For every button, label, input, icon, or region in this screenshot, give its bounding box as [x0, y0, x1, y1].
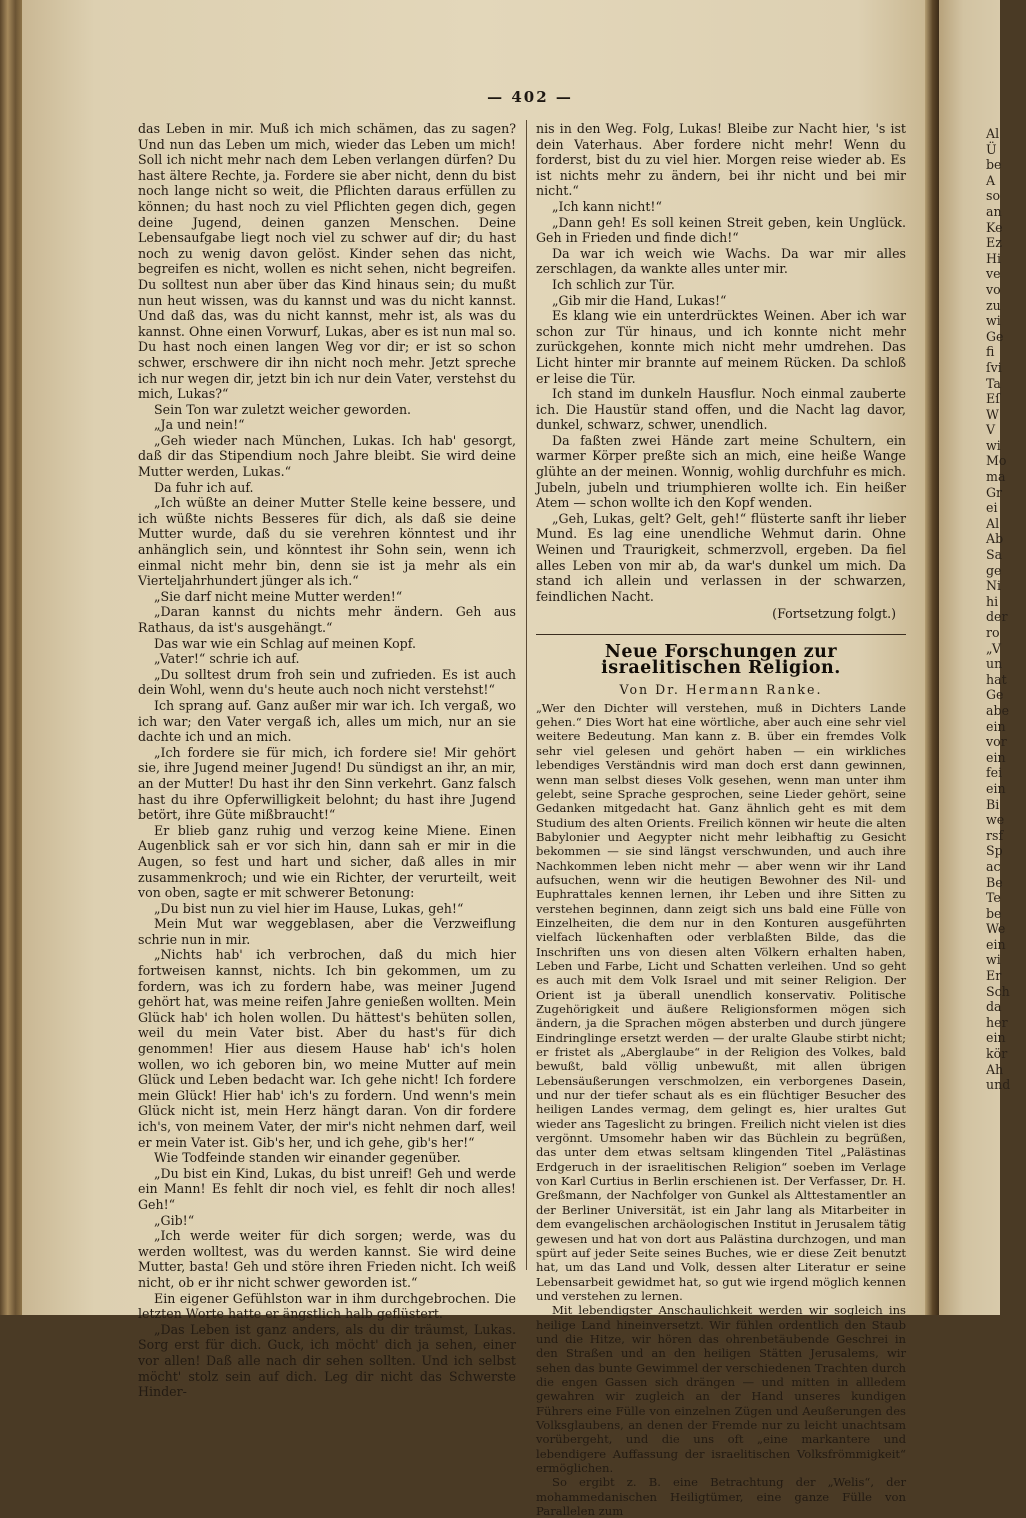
next-page-fragment: da [986, 999, 1002, 1015]
next-page-edge [939, 0, 1011, 1315]
story-paragraph: Da fuhr ich auf. [154, 479, 254, 495]
next-page-fragment: ein [986, 749, 1006, 765]
next-page-fragment: und [986, 1077, 1011, 1093]
next-page-fragment: Ez [986, 235, 1002, 251]
next-page-fragment: Ni [986, 578, 1002, 594]
next-page-fragment: hi [986, 593, 999, 609]
next-page-fragment: rsf [986, 827, 1004, 843]
next-page-fragment: ma [986, 469, 1006, 485]
next-page-fragment: Al [986, 126, 1000, 141]
story-paragraph: „Ich wüßte an deiner Mutter Stelle keine bessere, und ich wüßte nichts Besseres für dich, als daß sie deine Mutter wurde, daß du sie verehren könntest und ihr anhänglich sein, und könntest ihr Sohn sein, wenn ich einmal nicht mehr bin, denn sie ist ja mehr als ein Vierteljahrhundert jünger als ich.“ [138, 495, 516, 589]
next-page-fragment: Ab [986, 531, 1004, 547]
story-paragraph: „Geh wieder nach München, Lukas. Ich hab' gesorgt, daß dir das Stipendium noch Jahre bleibt. Sie wird deine Mutter werden, Lukas.“ [138, 432, 516, 480]
story-paragraph: „Gib mir die Hand, Lukas!“ [552, 292, 727, 308]
story-paragraph: „Du bist ein Kind, Lukas, du bist unreif! Geh und werde ein Mann! Es fehlt dir noch viel, es fehlt dir noch alles! Geh!“ [138, 1165, 516, 1212]
story-paragraph: „Du bist nun zu viel hier im Hause, Lukas, geh!“ [154, 900, 464, 916]
next-page-fragment: ein [986, 718, 1006, 734]
story-paragraph: nis in den Weg. Folg, Lukas! Bleibe zur Nacht hier, 's ist dein Vaterhaus. Aber fordere nicht mehr! Wenn du forderst, bist du zu viel hier. Morgen reise wieder ab. Es ist nichts mehr zu ändern, bei ihr nicht und bei mir nicht.“ [536, 121, 906, 199]
article-paragraph: So ergibt z. B. eine Betrachtung der „Welis“, der mohammedanischen Heiligtümer, eine ganze Fülle von Parallelen zum [536, 1475, 906, 1518]
next-page-fragment: fi [986, 344, 995, 360]
next-page-fragment: ei [986, 500, 998, 516]
next-page-fragment: V [986, 422, 996, 438]
next-page-fragment: A [986, 172, 996, 188]
next-page-fragment: Er [986, 968, 1002, 984]
story-paragraph: „Nichts hab' ich verbrochen, daß du mich hier fortweisen kannst, nichts. Ich bin gekommen, um zu fordern, was ich zu fordern habe, was meiner Jugend gehört hat, was meine reifen Jahre genießen wollten. Mein Glück hab' ich holen wollen. Du hättest's behüten sollen, weil du mein Vater bist. Aber du hast's für dich genommen! Hier aus diesem Hause hab' ich's holen wollen, wo ich geboren bin, wo meine Mutter auf mein Glück und Leben bedacht war. Ich gehe nicht! Ich fordere mein Glück! Hier hab' ich's zu fordern. Und wenn's mein Glück nicht ist, mein Herz hängt daran. Von dir fordere ich's, von meinem Vater, der mir's nicht nehmen darf, weil er mein Vater ist. Gib's her, und ich gehe, gib's her!“ [138, 947, 516, 1150]
next-page-fragment: ac [986, 858, 1001, 874]
next-page-fragment: vor [986, 734, 1007, 750]
next-page-fragment: Mo [986, 453, 1007, 469]
right-column [536, 121, 906, 1518]
story-paragraph: „Du solltest drum froh sein und zufrieden. Es ist auch dein Wohl, wenn du's heute auch noch nicht verstehst!“ [138, 666, 516, 698]
book-edge [0, 0, 22, 1315]
story-paragraph: „Vater!“ schrie ich auf. [154, 651, 300, 667]
next-page-fragment: Ke [986, 219, 1003, 235]
next-page-fragment: Sch [986, 983, 1010, 999]
next-page-fragment: we [986, 812, 1005, 828]
next-page-fragment: Sa [986, 547, 1003, 563]
next-page-fragment: Ge [986, 687, 1004, 703]
next-page-fragment: so [986, 188, 1001, 204]
story-paragraph: „Ich werde weiter für dich sorgen; werde, was du werden wolltest, was du werden kannst. Sie wird deine Mutter, basta! Geh und störe ihren Frieden nicht. Ich weiß nicht, ob er ihr nicht schwer geworden ist.“ [138, 1228, 516, 1290]
story-paragraph: Mein Mut war weggeblasen, aber die Verzweiflung schrie nun in mir. [138, 916, 516, 947]
story-paragraph: Sein Ton war zuletzt weicher geworden. [154, 401, 412, 417]
story-paragraph: Das war wie ein Schlag auf meinen Kopf. [154, 635, 416, 651]
next-page-fragment: her [986, 1014, 1008, 1030]
next-page-fragment: We [986, 921, 1006, 937]
next-page-fragment: wi [986, 437, 1001, 453]
next-page-fragment: Ta [986, 375, 1001, 391]
next-page-fragment: fei [986, 765, 1003, 781]
page-number: — 402 — [487, 88, 573, 106]
next-page-fragment: ro [986, 625, 1000, 640]
next-page-fragment: hat [986, 671, 1007, 687]
column-divider [526, 120, 527, 1270]
book-gutter [925, 0, 939, 1315]
next-page-fragment: Ah [986, 1061, 1004, 1077]
next-page-fragment: kör [986, 1046, 1008, 1062]
story-paragraph: „Geh, Lukas, gelt? Gelt, geh!“ flüsterte sanft ihr lieber Mund. Es lag eine unendliche Wehmut darin. Ohne Weinen und Traurigkeit, schmerzvoll, ergeben. Da fiel alles Leben von mir ab, da war's dunkel um mich. Da stand ich allein und verlassen in der schwarzen, feindlichen Nacht. [536, 510, 906, 604]
article-body [536, 701, 906, 1518]
article-title: Neue Forschungen zur israelitischen Religion. [601, 642, 841, 678]
story-paragraph: Wie Todfeinde standen wir einander gegenüber. [154, 1150, 461, 1166]
story-paragraph: „Sie darf nicht meine Mutter werden!“ [154, 588, 403, 604]
next-page-fragment: ve [986, 266, 1001, 282]
next-page-fragment: der [986, 609, 1008, 625]
next-page-fragment: Al [986, 515, 1000, 531]
next-page-fragment: an [986, 203, 1002, 219]
next-page-fragment: ge [986, 562, 1002, 578]
story-paragraph: „Dann geh! Es soll keinen Streit geben, kein Unglück. Geh in Frieden und finde dich!“ [536, 214, 906, 246]
next-page-fragment: zu [986, 297, 1001, 313]
story-paragraph: Ich stand im dunkeln Hausflur. Noch einmal zauberte ich. Die Haustür stand offen, und die Nacht lag davor, dunkel, schwarz, schwer, unendlich. [536, 386, 906, 433]
next-page-fragment: Bi [986, 796, 1000, 812]
next-page-fragment: vo [986, 281, 1001, 297]
next-page-fragment: ein [986, 936, 1006, 952]
next-page-fragment: ſvi [986, 359, 1002, 375]
next-page-fragments [986, 126, 1026, 1093]
continuation-note: (Fortsetzung folgt.) [772, 606, 896, 622]
story-paragraph: Ich sprang auf. Ganz außer mir war ich. Ich vergaß, wo ich war; den Vater vergaß ich, alles um mich, nur an sie dachte ich und an mich. [138, 697, 516, 745]
next-page-fragment: ein [986, 1030, 1006, 1046]
next-page-fragment: Eſ [986, 391, 1000, 407]
section-rule [536, 634, 906, 635]
story-paragraph: das Leben in mir. Muß ich mich schämen, das zu sagen? Und nun das Leben um mich, wieder das Leben um mich! Soll ich nicht mehr nach dem Leben verlangen dürfen? Du hast ältere Rechte, ja. Fordere sie aber nicht, denn du bist noch lange nicht so weit, die Pflichten daraus erfüllen zu können; du hast noch zu viel Pflichten gegen dich, gegen deine Jugend, deinen ganzen Menschen. Deine Lebensaufgabe liegt noch viel zu schwer auf dir; du hast noch zu wenig davon gelöst. Kinder sehen das nicht, begreifen es nicht, wollen es nicht sehen, nicht begreifen. Du solltest nun aber über das Kind hinaus sein; du mußt nun heut wissen, was du kannst und was du nicht kannst. Und daß das, was du nicht kannst, mehr ist, als was du kannst. Ohne einen Vorwurf, Lukas, aber es ist nun mal so. Du hast noch einen langen Weg vor dir; er ist so schon schwer, erschwere dir ihn nicht noch mehr. Jetzt spreche ich nur wegen dir, jetzt bin ich nur dein Vater, verstehst du mich, Lukas?“ [138, 121, 516, 402]
story-paragraph: Er blieb ganz ruhig und verzog keine Miene. Einen Augenblick sah er vor sich hin, dann sah er mir in die Augen, so fest und hart und sicher, daß alles in mir zusammenkroch; und wie ein Richter, der verurteilt, weit von oben, sagte er mit schwerer Betonung: [138, 822, 516, 901]
article-author: Von Dr. Hermann Ranke. [619, 682, 823, 698]
story-paragraph: Es klang wie ein unterdrücktes Weinen. Aber ich war schon zur Tür hinaus, und ich konnte nicht mehr zurückgehen, konnte mich nicht mehr umdrehen. Das Licht hinter mir brannte auf meinem Rücken. Da schloß er leise die Tür. [536, 308, 906, 386]
next-page-fragment: be [986, 905, 1002, 921]
next-page-fragment: Ge [986, 328, 1004, 344]
next-page-fragment: abe [986, 702, 1010, 718]
story-paragraph: „Ich fordere sie für mich, ich fordere sie! Mir gehört sie, ihre Jugend meiner Jugend! Du sündigst an ihr, an mir, an der Mutter! Du hast ihr den Sinn verkehrt. Ganz falsch hast du ihre Opferwilligkeit belohnt; du hast ihre Jugend betört, ihre Güte mißbraucht!“ [138, 744, 516, 823]
story-continuation [536, 121, 906, 604]
next-page-fragment: „V [986, 640, 1001, 656]
next-page-fragment: Te [986, 890, 1001, 906]
story-paragraph: „Ich kann nicht!“ [552, 198, 662, 214]
story-paragraph: Da war ich weich wie Wachs. Da war mir alles zerschlagen, da wankte alles unter mir. [536, 245, 906, 277]
next-page-fragment: Hi [986, 250, 1002, 266]
story-paragraph: „Gib!“ [154, 1212, 195, 1228]
article-paragraph: Mit lebendigster Anschaulichkeit werden wir sogleich ins heilige Land hineinversetzt. Wir fühlen ordentlich den Staub und die Hitze, wir hören das ohrenbetäubende Geschrei in den Straßen und an den heiligen Stätten Jerusalems, wir sehen das bunte Gewimmel der verschiedenen Trachten durch die engen Gassen sich drängen — und mitten in allledem gewahren wir zugleich an der Hand unseres kundigen Führers eine Fülle von einzelnen Zügen und Aeußerungen des Volksglaubens, an denen der Fremde nur zu leicht unachtsam vorübergeht, und die uns oft „eine markantere und lebendigere Auffassung der israelitischen Volksfrömmigkeit“ ermöglichen. [536, 1303, 906, 1475]
article-paragraph: „Wer den Dichter will verstehen, muß in Dichters Lande gehen.“ Dies Wort hat eine wörtliche, aber auch eine sehr viel weitere Bedeutung. Man kann z. B. über ein fremdes Volk sehr viel gelesen und gehört haben — ein wirkliches lebendiges Verständnis wird man doch erst dann gewinnen, wenn man selbst dieses Volk gesehen, wenn man unter ihm gelebt, seine Sprache gesprochen, seine Lieder gehört, seine Gedanken mitgedacht hat. Ganz ähnlich geht es mit dem Studium des alten Orients. Freilich können wir heute die alten Babylonier und Aegypter nicht mehr leibhaftig zu Gesicht bekommen — sie sind längst verschwunden, und auch ihre Nachkommen leben nicht mehr — aber wenn wir ihr Land aufsuchen, wenn wir die heutigen Bewohner des Nil- und Euphrattales kennen lernen, ihr Leben und ihre Sitten zu verstehen beginnen, dann zeigt sich uns bald eine Fülle von Einzelheiten, die dem nur in den Konturen ausgeführten vielfach lückenhaften oder verblaßten Bilde, das die Inschriften uns von diesen alten Völkern erhalten haben, Leben und Farbe, Licht und Schatten verleihen. Und so geht es auch mit dem Volk Israel und mit seiner Religion. Der Orient ist ja überall unendlich konservativ. Politische Zugehörigkeit und äußere Religionsformen mögen sich ändern, ja die Sprachen mögen absterben und durch jüngere Eindringlinge ersetzt werden — der uralte Glaube stirbt nicht; er fristet als „Aberglaube“ in der Religion des Volkes, bald bewußt, bald völlig unbewußt, mit allen übrigen Lebensäußerungen verschmolzen, ein verborgenes Dasein, und nur der tiefer schaut als es ein flüchtiger Besucher des heiligen Landes vermag, dem gelingt es, hier uraltes Gut wieder ans Tageslicht zu bringen. Freilich nicht vielen ist dies vergönnt. Umsomehr haben wir das Büchlein zu begrüßen, das unter dem etwas seltsam klingenden Titel „Palästinas Erdgeruch in der israelitischen Religion“ soeben im Verlage von Karl Curtius in Berlin erschienen ist. Der Verfasser, Dr. H. Greßmann, der Nachfolger von Gunkel als Alttestamentler an der Berliner Universität, ist ein Jahr lang als Mitarbeiter in dem evangelischen archäologischen Institut in Jerusalem tätig gewesen und hat von dort aus Palästina durchzogen, und man spürt auf jeder Seite seines Buches, wie er diese Zeit benutzt hat, um das Land und Volk, dessen alter Literatur er seine Lebensarbeit gewidmet hat, so gut wie irgend möglich kennen und verstehen zu lernen. [536, 700, 906, 1303]
story-paragraph: Ein eigener Gefühlston war in ihm durchgebrochen. Die letzten Worte hatte er ängstlich halb geflüstert. [138, 1290, 516, 1322]
story-paragraph: Ich schlich zur Tür. [552, 276, 675, 292]
left-column [138, 121, 516, 1400]
next-page-fragment: un [986, 656, 1003, 672]
next-page-fragment: W [986, 406, 999, 422]
next-page-fragment: ein [986, 780, 1006, 796]
next-page-fragment: wi [986, 313, 1001, 329]
story-paragraph: „Ja und nein!“ [154, 417, 245, 433]
next-page-fragment: Ü [986, 141, 997, 157]
next-page-fragment: be [986, 157, 1002, 173]
next-page-fragment: Sp [986, 843, 1003, 859]
story-paragraph: Da faßten zwei Hände zart meine Schultern, ein warmer Körper preßte sich an mich, eine heiße Wange glühte an der meinen. Wonnig, wohlig durchfuhr es mich. Jubeln, jubeln und triumphieren wollte ich. Ein heißer Atem — schon wollte ich den Kopf wenden. [536, 432, 906, 511]
next-page-fragment: Gr [986, 484, 1003, 500]
story-paragraph: „Das Leben ist ganz anders, als du dir träumst, Lukas. Sorg erst für dich. Guck, ich möcht' dich ja sehen, einer vor allen! Daß alle nach dir sehen sollten. Und ich selbst möcht' stolz sein auf dich. Leg dir nicht das Schwerste Hinder- [138, 1321, 516, 1400]
story-paragraph: „Daran kannst du nichts mehr ändern. Geh aus Rathaus, da ist's ausgehängt.“ [138, 604, 516, 635]
next-page-fragment: Be [986, 874, 1003, 890]
next-page-fragment: wi [986, 952, 1001, 968]
